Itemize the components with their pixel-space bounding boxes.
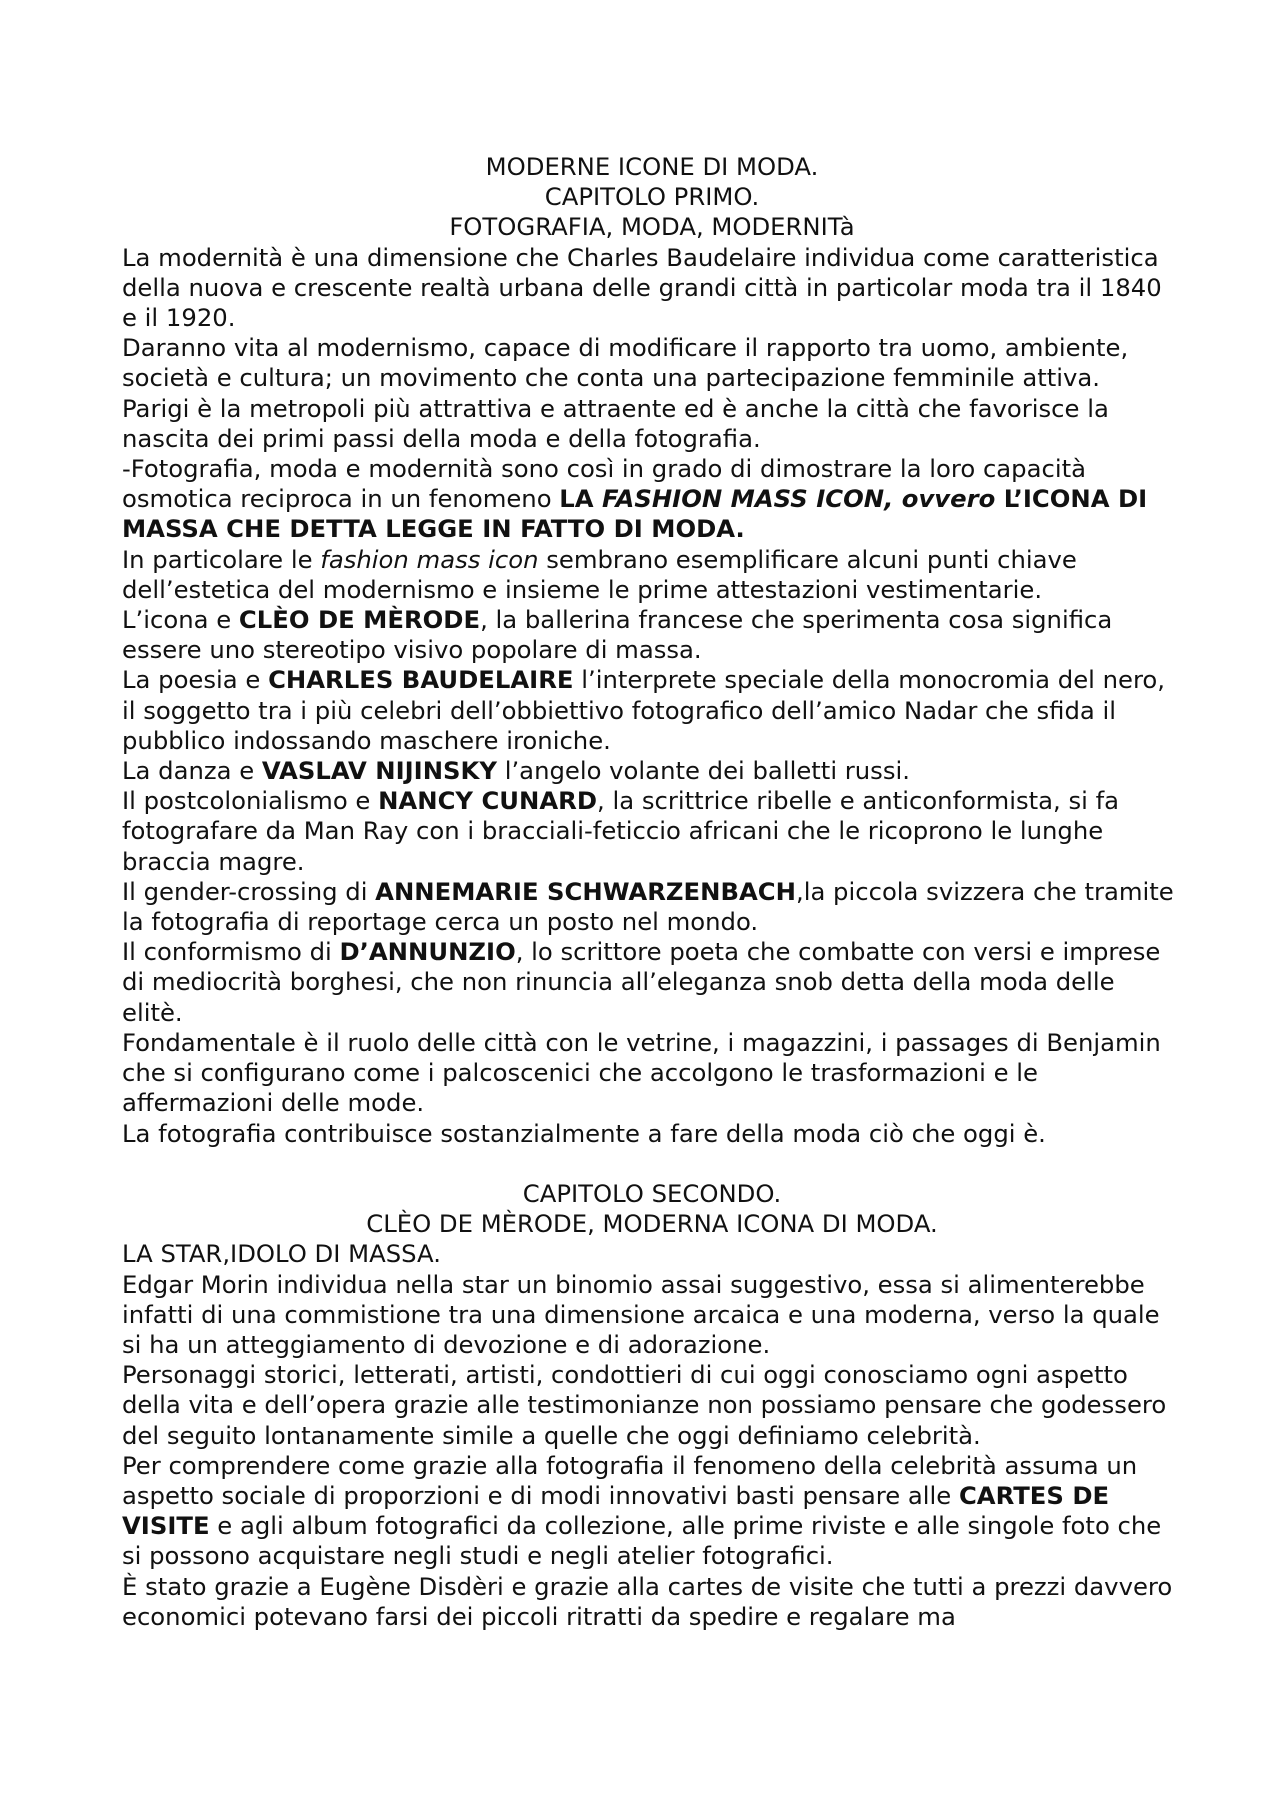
paragraph: Fondamentale è il ruolo delle città con le vetrine, i magazzini, i passages di Benjamin che si configurano come i palcoscenici che accolgono le trasformazioni e le affermazioni delle mode.: [122, 1027, 1161, 1118]
paragraph: In particolare le fashion mass icon sembrano esemplificare alcuni punti chiave dell’estetica del modernismo e insieme le prime attestazioni vestimentarie.: [122, 544, 1077, 604]
paragraph: Parigi è la metropoli più attrattiva e attraente ed è anche la città che favorisce la nascita dei primi passi della moda e della fotografia.: [122, 393, 1109, 453]
paragraph: La danza e VASLAV NIJINSKY l’angelo volante dei balletti russi.: [122, 756, 910, 786]
chapter-one-heading: CAPITOLO PRIMO.: [544, 182, 760, 212]
paragraph: Personaggi storici, letterati, artisti, condottieri di cui oggi conosciamo ogni aspetto della vita e dell’opera grazie alle testimonianze non possiamo pensare che godessero del seguito lontanamente simile a quelle che oggi definiamo celebrità.: [122, 1360, 1167, 1450]
title-line: MODERNE ICONE DI MODA.: [485, 152, 819, 181]
paragraph: Il gender-crossing di ANNEMARIE SCHWARZENBACH,la piccola svizzera che tramite la fotografia di reportage cerca un posto nel mondo.: [122, 876, 1174, 937]
paragraph: Per comprendere come grazie alla fotografia il fenomeno della celebrità assuma un aspetto sociale di proporzioni e di modi innovativi basti pensare alle CARTES DE VISITE e agli album fotografici da collezione, alle prime riviste e alle singole foto che si possono acquistare negli studi e negli atelier fotografici.: [122, 1450, 1162, 1571]
paragraph: Il postcolonialismo e NANCY CUNARD, la scrittrice ribelle e anticonformista, si fa fotografare da Man Ray con i bracciali-feticcio africani che le ricoprono le lunghe braccia magre.: [122, 786, 1120, 876]
chapter-two-subtitle: CLÈO DE MÈRODE, MODERNA ICONA DI MODA.: [366, 1209, 938, 1239]
chapter-one-subtitle: FOTOGRAFIA, MODA, MODERNITà: [449, 212, 855, 242]
document-title: [122, 152, 1182, 243]
paragraph: Il conformismo di D’ANNUNZIO, lo scrittore poeta che combatte con versi e imprese di mediocrità borghesi, che non rinuncia all’eleganza snob detta della moda delle elitè.: [122, 937, 1161, 1027]
paragraph: La modernità è una dimensione che Charles Baudelaire individua come caratteristica della nuova e crescente realtà urbana delle grandi città in particolar moda tra il 1840 e il 1920.: [122, 242, 1162, 333]
chapter-two-title: CAPITOLO SECONDO.: [522, 1178, 782, 1208]
paragraph: L’icona e CLÈO DE MÈRODE, la ballerina francese che sperimenta cosa significa essere uno stereotipo visivo popolare di massa.: [122, 605, 1113, 665]
paragraph: La fotografia contribuisce sostanzialmente a fare della moda ciò che oggi è.: [122, 1118, 1046, 1148]
section-heading: LA STAR,IDOLO DI MASSA.: [122, 1239, 441, 1269]
paragraph: Edgar Morin individua nella star un binomio assai suggestivo, essa si alimenterebbe infatti di una commistione tra una dimensione arcaica e una moderna, verso la quale si ha un atteggiamento di devozione e di adorazione.: [122, 1269, 1160, 1359]
paragraph: È stato grazie a Eugène Disdèri e grazie alla cartes de visite che tutti a prezzi davvero economici potevano farsi dei piccoli ritratti da spedire e regalare ma: [122, 1571, 1173, 1631]
chapter-two-heading: [122, 1179, 1182, 1239]
paragraph: -Fotografia, moda e modernità sono così in grado di dimostrare la loro capacità osmotica reciproca in un fenomeno LA FASHION MASS ICON, ovvero L’ICONA DI MASSA CHE DETTA LEGGE IN FATTO DI MODA.: [122, 454, 1148, 544]
paragraph: Daranno vita al modernismo, capace di modificare il rapporto tra uomo, ambiente, società e cultura; un movimento che conta una partecipazione femminile attiva.: [122, 333, 1129, 393]
document-page: [122, 152, 1182, 1632]
paragraph: La poesia e CHARLES BAUDELAIRE l’interprete speciale della monocromia del nero, il soggetto tra i più celebri dell’obbiettivo fotografico dell’amico Nadar che sfida il pubblico indossando maschere ironiche.: [122, 665, 1166, 755]
blank-line: [122, 1149, 1182, 1179]
